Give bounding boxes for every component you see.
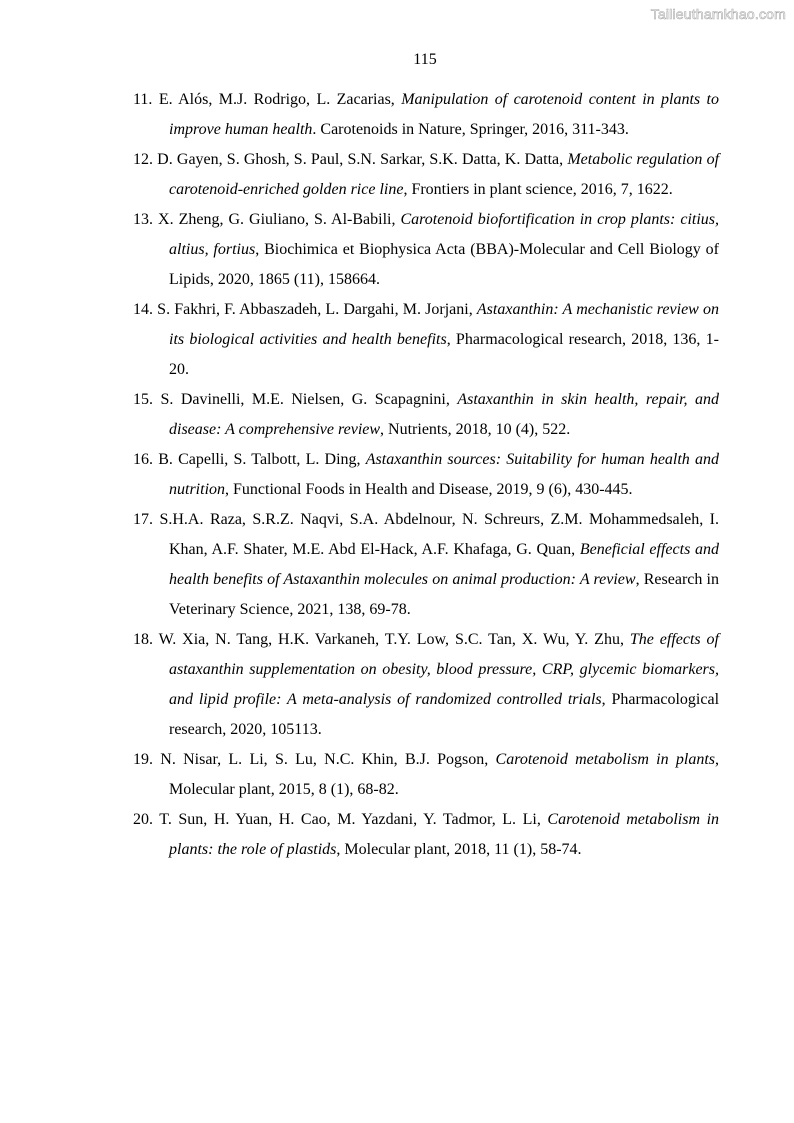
- reference-source: , Functional Foods in Health and Disease, 2019, 9 (6), 430-445.: [225, 481, 633, 498]
- reference-source: , Pharmacological research, 2020, 105113.: [169, 691, 720, 738]
- reference-title: Carotenoid biofortification in crop plants: citius, altius, fortius: [169, 211, 720, 258]
- reference-item: [133, 205, 719, 295]
- reference-title: Beneficial effects and health benefits of Astaxanthin molecules on animal production: A review: [169, 541, 720, 588]
- reference-item: [133, 385, 719, 445]
- reference-source: , Frontiers in plant science, 2016, 7, 1622.: [403, 181, 673, 198]
- reference-authors: S. Fakhri, F. Abbaszadeh, L. Dargahi, M. Jorjani,: [157, 301, 473, 318]
- reference-title: Manipulation of carotenoid content in plants to improve human health: [169, 91, 720, 138]
- reference-item: [133, 445, 719, 505]
- reference-number: 14.: [133, 301, 153, 318]
- reference-authors: X. Zheng, G. Giuliano, S. Al-Babili,: [158, 211, 396, 228]
- reference-number: 20.: [133, 811, 153, 828]
- reference-source: , Molecular plant, 2018, 11 (1), 58-74.: [336, 841, 582, 858]
- reference-number: 11.: [133, 91, 153, 108]
- reference-item: [133, 295, 719, 385]
- reference-title: Astaxanthin in skin health, repair, and disease: A comprehensive review: [169, 391, 720, 438]
- reference-authors: S. Davinelli, M.E. Nielsen, G. Scapagnini,: [160, 391, 450, 408]
- reference-number: 18.: [133, 631, 153, 648]
- reference-source: , Pharmacological research, 2018, 136, 1-20.: [169, 331, 719, 378]
- reference-number: 16.: [133, 451, 153, 468]
- reference-item: [133, 505, 719, 625]
- reference-title: Carotenoid metabolism in plants: [495, 751, 716, 768]
- reference-number: 13.: [133, 211, 153, 228]
- reference-authors: B. Capelli, S. Talbott, L. Ding,: [158, 451, 361, 468]
- reference-title: Astaxanthin: A mechanistic review on its biological activities and health benefits: [169, 301, 720, 348]
- reference-authors: N. Nisar, L. Li, S. Lu, N.C. Khin, B.J. Pogson,: [160, 751, 489, 768]
- reference-source: , Nutrients, 2018, 10 (4), 522.: [380, 421, 571, 438]
- reference-number: 12.: [133, 151, 153, 168]
- reference-authors: S.H.A. Raza, S.R.Z. Naqvi, S.A. Abdelnour, N. Schreurs, Z.M. Mohammedsaleh, I. Khan, A.F. Shater, M.E. Abd El-Hack, A.F. Khafaga, G. Quan,: [159, 511, 719, 558]
- reference-item: [133, 625, 719, 745]
- reference-title: Carotenoid metabolism in plants: the role of plastids: [169, 811, 720, 858]
- reference-item: [133, 745, 719, 805]
- reference-number: 15.: [133, 391, 153, 408]
- reference-title: The effects of astaxanthin supplementation on obesity, blood pressure, CRP, glycemic biomarkers, and lipid profile: A meta-analysis of randomized controlled trials: [169, 631, 720, 708]
- reference-source: , Research in Veterinary Science, 2021, 138, 69-78.: [169, 571, 719, 618]
- page-number: 115: [413, 51, 437, 68]
- reference-item: [133, 145, 719, 205]
- reference-authors: E. Alós, M.J. Rodrigo, L. Zacarias,: [158, 91, 395, 108]
- reference-number: 17.: [133, 511, 153, 528]
- reference-list: [133, 85, 719, 865]
- reference-source: , Biochimica et Biophysica Acta (BBA)-Molecular and Cell Biology of Lipids, 2020, 1865 (11), 158664.: [169, 241, 720, 288]
- reference-item: [133, 85, 719, 145]
- watermark-text: Tailieuthamkhao.com: [650, 6, 786, 22]
- reference-authors: W. Xia, N. Tang, H.K. Varkaneh, T.Y. Low, S.C. Tan, X. Wu, Y. Zhu,: [158, 631, 624, 648]
- reference-authors: T. Sun, H. Yuan, H. Cao, M. Yazdani, Y. Tadmor, L. Li,: [159, 811, 541, 828]
- reference-source: , Molecular plant, 2015, 8 (1), 68-82.: [169, 751, 720, 798]
- reference-item: [133, 805, 719, 865]
- reference-number: 19.: [133, 751, 153, 768]
- reference-authors: D. Gayen, S. Ghosh, S. Paul, S.N. Sarkar, S.K. Datta, K. Datta,: [157, 151, 564, 168]
- reference-title: Astaxanthin sources: Suitability for human health and nutrition: [169, 451, 720, 498]
- reference-title: Metabolic regulation of carotenoid-enriched golden rice line: [169, 151, 720, 198]
- reference-source: . Carotenoids in Nature, Springer, 2016, 311-343.: [312, 121, 629, 138]
